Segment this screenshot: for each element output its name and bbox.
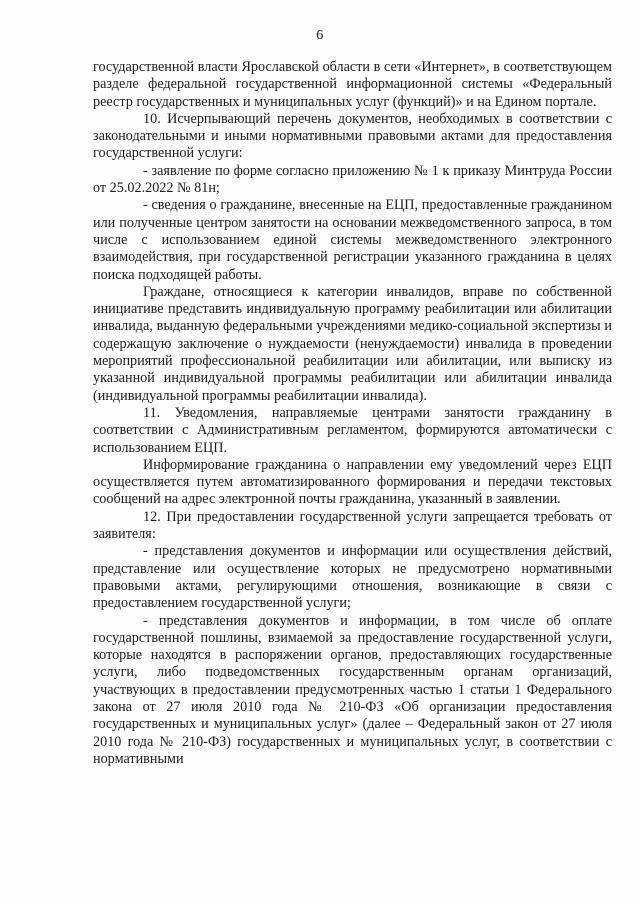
paragraph-10-document-list: 10. Исчерпывающий перечень документов, необходимых в соответствии с законодательными и иными нормативными правовыми актами для предоставления государственной услуги: xyxy=(93,110,612,162)
paragraph-11-email-informing: Информирование гражданина о направлении ему уведомлений через ЕЦП осуществляется путем автоматизированного формирования и передачи текстовых сообщений на адрес электронной почты гражданина, указанный в заявлении. xyxy=(93,456,612,508)
paragraph-12-no-extra-documents: - представления документов и информации или осуществления действий, представление или осуществление которых не предусмотрено нормативными правовыми актами, регулирующими отношения, возникающие в связи с предоставлением государственной услуги; xyxy=(93,543,612,612)
document-body xyxy=(93,59,612,768)
paragraph-11-notifications: 11. Уведомления, направляемые центрами занятости гражданину в соответствии с Административным регламентом, формируются автоматически с использованием ЕЦП. xyxy=(93,404,612,456)
paragraph-disabled-citizens: Граждане, относящиеся к категории инвалидов, вправе по собственной инициативе представить индивидуальную программу реабилитации или абилитации инвалида, выданную федеральными учреждениями медико-социальной экспертизы и содержащую заключение о нуждаемости (ненуждаемости) инвалида в проведении мероприятий профессиональной реабилитации или абилитации, или выписку из указанной индивидуальной программы реабилитации или абилитации инвалида (индивидуальной программы реабилитации инвалида). xyxy=(93,283,612,404)
paragraph-12-prohibitions: 12. При предоставлении государственной услуги запрещается требовать от заявителя: xyxy=(93,508,612,543)
paragraph-12-no-duplicate-documents: - представления документов и информации, в том числе об оплате государственной пошлины, взимаемой за предоставление государственной услуги, которые находятся в распоряжении органов, предоставляющих государственные услуги, либо подведомственных государственным органам организаций, участвующих в предоставлении предусмотренных частью 1 статьи 1 Федерального закона от 27 июля 2010 года № 210-ФЗ «Об организации предоставления государственных и муниципальных услуг» (далее – Федеральный закон от 27 июля 2010 года № 210-ФЗ) государственных и муниципальных услуг, в соответствии с нормативными xyxy=(93,612,612,767)
paragraph-10-application-form: - заявление по форме согласно приложению № 1 к приказу Минтруда России от 25.02.2022 № 81н; xyxy=(93,162,612,197)
paragraph-10-citizen-info: - сведения о гражданине, внесенные на ЕЦП, предоставленные гражданином или полученные центром занятости на основании межведомственного запроса, в том числе с использованием единой системы межведомственного электронного взаимодействия, при государственной регистрации указанного гражданина в целях поиска подходящей работы. xyxy=(93,197,612,283)
page-number: 6 xyxy=(316,28,324,43)
paragraph-portal-publication: государственной власти Ярославской области в сети «Интернет», в соответствующем разделе федеральной государственной информационной системы «Федеральный реестр государственных и муниципальных услуг (функций)» и на Едином портале. xyxy=(93,59,612,110)
